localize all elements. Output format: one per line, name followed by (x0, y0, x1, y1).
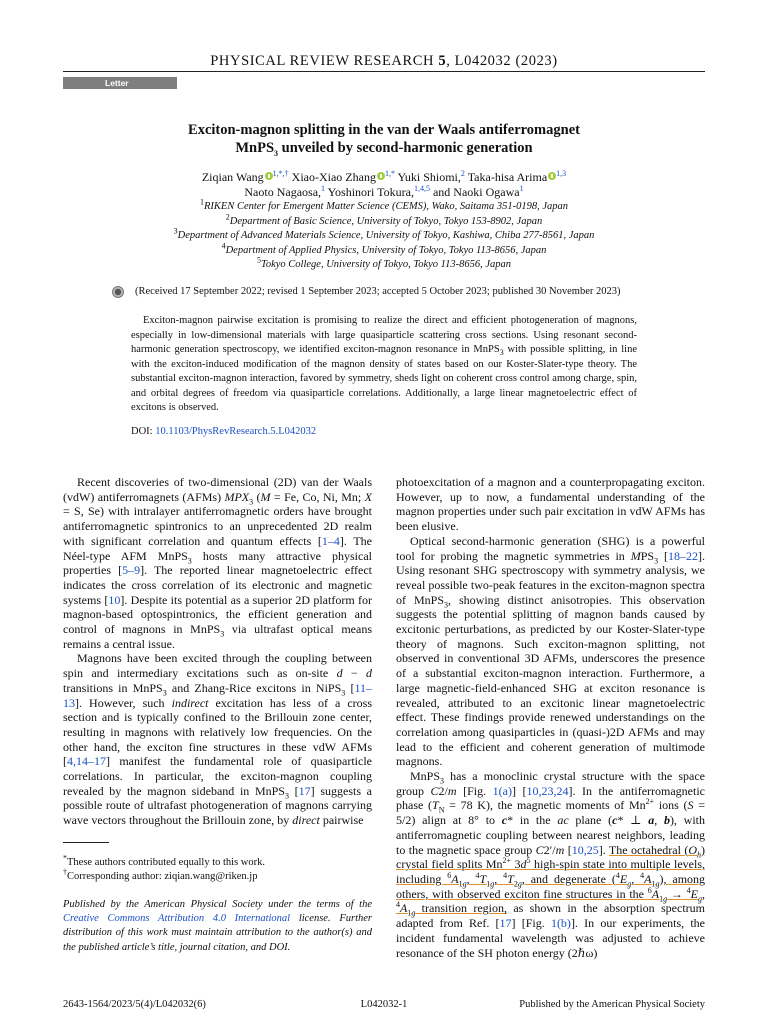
header-rule (63, 71, 705, 72)
doi-label: DOI: (131, 426, 153, 437)
author[interactable]: and Naoki Ogawa (432, 185, 520, 199)
journal-volume: 5 (438, 53, 447, 69)
journal-name: PHYSICAL REVIEW RESEARCH (210, 53, 435, 69)
affiliation: $^3$Department of Advanced Materials Science, University of Tokyo, Kashiwa, Chiba 277-8561, Japan (173, 226, 595, 241)
doi (131, 426, 316, 437)
author[interactable]: Yoshinori Tokura, (327, 185, 414, 199)
body-paragraph: photoexcitation of a magnon and a counterpropagating exciton. However, up to now, a fundamental understanding of the magnon properties under such pair excitation in vdW AFMs has been elusive. (396, 475, 705, 534)
author[interactable]: Yuki Shiomi, (397, 170, 461, 184)
body-paragraph: Optical second-harmonic generation (SHG) is a powerful tool for probing the magnetic symmetries in $MPS_3$ [18–22]. Using resonant SHG spectroscopy with symmetry analysis, we reveal possible two-peak features in the exciton-magnon spectra of MnPS$_3$, showing distinct anisotropies. This observation suggests the potential splitting of magnon bands caused by excitonic perturbations, as predicted by our Koster-Slater-type theory of magnons. Such exciton-magnon splitting, not observed in conventional 3D AFMs, underscores the presence of a substantial exciton-magnon interaction. Furthermore, a large magnetic-field-enhanced SHG at exciton resonance is revealed, attributed to an excitonic linear magnetoelectric effect. These findings provide renewed understandings on the correlation among quasiparticles in (quasi-)2D AFMs and may lead to the efficient and coherent generation of multimode magnons. (396, 533, 705, 769)
body-paragraph: Magnons have been excited through the coupling between spin and intermediary excitations such as on-site d − d transitions in MnPS$_3$ and Zhang-Rice excitons in NiPS$_3$ [11–13]. However, such indirect excitation has less of a cross section and is typically confined to the Brillouin zone center, resulting in magnons with relatively low frequencies. On the other hand, the exciton fine structures in these vdW AFMs [4,14–17] manifest the fundamental role of quasiparticle correlations. In particular, the exciton-magnon coupling revealed by the magnon sideband in MnPS$_3$ [17] suggests a possible route of ultrafast photogeneration of magnons carrying wave vectors throughout the Brillouin zone, by direct pairwise (63, 651, 373, 828)
author[interactable]: Xiao-Xiao Zhang (291, 170, 376, 184)
title-line-2: MnPS$_3$ unveiled by second-harmonic generation (235, 140, 533, 158)
author[interactable]: Ziqian Wang (201, 170, 264, 184)
affiliation: $^1$RIKEN Center for Emergent Matter Science (CEMS), Wako, Saitama 351-0198, Japan (199, 197, 569, 212)
journal-header (0, 53, 768, 70)
author[interactable]: Taka-hisa Arima (467, 170, 548, 184)
author-footnote-link[interactable]: 1 (321, 184, 326, 193)
orcid-icon[interactable] (377, 172, 385, 180)
body-column-left (63, 475, 372, 828)
footnotes (63, 853, 372, 884)
footnote-equal: *These authors contributed equally to this work. (63, 853, 265, 868)
author-list (0, 170, 768, 200)
author-footnote-link[interactable]: 2 (460, 169, 465, 178)
affiliation: $^5$Tokyo College, University of Tokyo, Tokyo 113-8656, Japan (256, 255, 512, 270)
author-footnote-link[interactable]: 1 (519, 184, 524, 193)
affiliation: $^2$Department of Basic Science, University of Tokyo, Tokyo 153-8902, Japan (225, 212, 543, 227)
author-footnote-link[interactable]: 1,* (384, 169, 395, 178)
license-statement: Published by the American Physical Society under the terms of the Creative Commons Attribution 4.0 International license. Further distribution of this work must maintain attribution to the author(s) and the published article’s title, journal citation, and DOI. (63, 899, 372, 953)
title-line-1: Exciton-magnon splitting in the van der Waals antiferromagnet (188, 122, 580, 138)
orcid-icon[interactable] (265, 172, 273, 180)
paper-title (0, 121, 768, 157)
affiliation: $^4$Department of Applied Physics, University of Tokyo, Tokyo 113-8656, Japan (221, 241, 547, 256)
body-column-right (396, 475, 705, 960)
license-link[interactable]: Creative Commons Attribution 4.0 International (63, 913, 291, 925)
journal-article: , L042032 (2023) (446, 53, 558, 69)
footnote-corresponding: †Corresponding author: ziqian.wang@riken.jp (63, 867, 258, 882)
body-paragraph: Recent discoveries of two-dimensional (2D) van der Waals (vdW) antiferromagnets (AFMs) $MPX_3$ (M = Fe, Co, Ni, Mn; X = S, Se) with intralayer antiferromagnetic orders have brought antiferromagnetic spintronics to an unprecedented 2D realm with significant correlation and quantum effects [1–4]. The Néel-type AFM MnPS$_3$ hosts many attractive physical properties [5–9]. The reported linear magnetoelectric effect indicates the cross correlation of its electronic and magnetic systems [10]. Despite its potential as a superior 2D platform for magnon-based optospintronics, the efficient generation and control of magnons in MnPS$_3$ via ultrafast optical means remains a central issue. (63, 475, 372, 651)
affiliations (0, 197, 768, 273)
orcid-icon[interactable] (548, 172, 556, 180)
footer-publisher: Published by the American Physical Society (519, 999, 705, 1010)
author[interactable]: Naoto Nagaosa, (244, 185, 322, 199)
author-footnote-link[interactable]: 1,3 (556, 169, 567, 178)
footer-page-id: L042032-1 (360, 999, 408, 1010)
author-footnote-link[interactable]: 1,*,† (272, 169, 289, 178)
footer-issn: 2643-1564/2023/5(4)/L042032(6) (63, 999, 206, 1010)
check-for-updates-icon[interactable] (112, 286, 124, 298)
footnote-rule (63, 842, 109, 843)
section-tag: Letter (63, 77, 177, 89)
author-footnote-link[interactable]: 1,4,5 (413, 184, 430, 193)
doi-link[interactable]: 10.1103/PhysRevResearch.5.L042032 (155, 426, 317, 437)
received-dates: (Received 17 September 2022; revised 1 September 2023; accepted 5 October 2023; published 30 November 2023) (135, 286, 621, 297)
body-paragraph: MnPS$_3$ has a monoclinic crystal structure with the space group C2/m [Fig. 1(a)] [10,23,24]. In the antiferromagnetic phase ($T_N = 78$ K), the magnetic moments of $Mn^{2+}$ ions (S = 5/2) align at 8° to c* in the ac plane (c* ⊥ a, b), with antiferromagnetic coupling between nearest neighbors, leading to the magnetic space group C2′/m [10,25]. The octahedral $(O_h)$ crystal field splits $Mn^{2+}$ $3d^5$ high-spin state into multiple levels, including $^6A_{1g}$, $^4T_{1g}$, $^4T_{2g}$, and degenerate ($^4E_g$, $^4A_{1g}$), among others, with observed exciton fine structures in the $^6A_{1g} \to ^4E_g$, $^4A_{1g}$ transition region, as shown in the absorption spectrum adapted from Ref. [17] [Fig. 1(b)]. In our experiments, the incident fundamental wavelength was adjusted to achieve resonance of the SH photon energy (2ℏω) (396, 769, 706, 960)
abstract: Exciton-magnon pairwise excitation is promising to realize the direct and efficient photogeneration of magnons, especially in low-dimensional materials with large quasiparticle scattering cross sections. Using resonant second-harmonic generation spectroscopy, we identified exciton-magnon resonance in MnPS$_3$ with possible splitting, in line with the exciton-induced modification of the magnon density of states based on our Koster-Slater-type theory. The substantial exciton-magnon interaction, favored by symmetry, sheds light on coherent cross control among charge, spin, and orbital degrees of freedom via quasiparticle correlations. Additionally, a large linear magnetoelectric effect of excitons is observed. (131, 315, 638, 413)
